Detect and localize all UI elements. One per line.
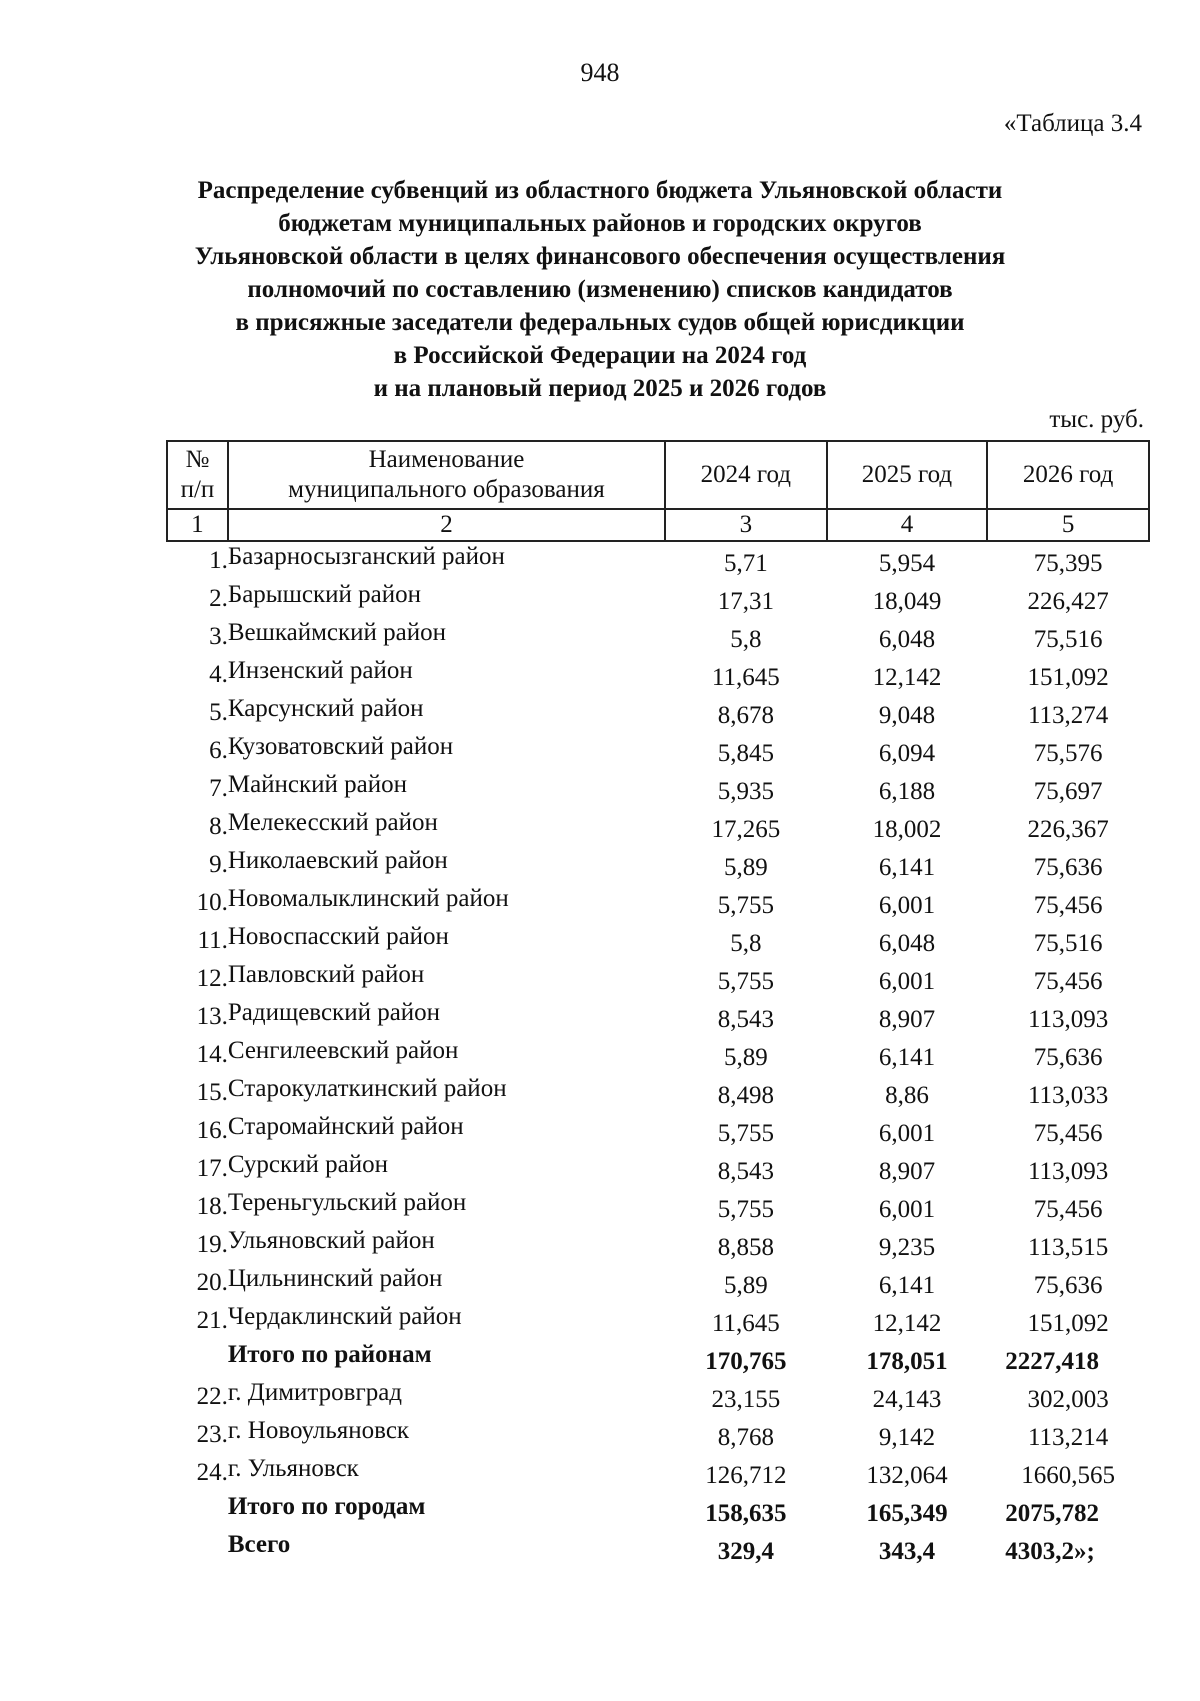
table-row — [167, 656, 1149, 694]
value-2024: 5,935 — [717, 778, 774, 805]
table-row — [167, 694, 1149, 732]
value-2024: 8,543 — [717, 1158, 774, 1185]
row-name: Новоспасский район — [227, 923, 449, 950]
value-2026: 2227,418 — [1005, 1348, 1099, 1375]
value-2025: 6,001 — [878, 1196, 936, 1223]
value-2024: 5,89 — [723, 1272, 768, 1299]
row-number: 18. — [196, 1193, 228, 1220]
row-name: г. Ульяновск — [227, 1455, 359, 1482]
row-name: г. Новоульяновск — [227, 1417, 410, 1444]
title-line: полномочий по составлению (изменению) списков кандидатов — [247, 276, 953, 303]
table-row — [167, 580, 1149, 618]
document-title — [0, 174, 1200, 405]
value-2024: 5,89 — [723, 1044, 768, 1071]
row-name: Мелекесский район — [227, 809, 438, 836]
row-name: г. Димитровград — [227, 1379, 403, 1406]
value-2024: 11,645 — [711, 1310, 780, 1337]
row-number: 12. — [196, 965, 228, 992]
row-name: Карсунский район — [227, 695, 424, 722]
row-number: 20. — [196, 1269, 228, 1296]
row-name: Старокулаткинский район — [227, 1075, 507, 1102]
header-name-line1: Наименование — [368, 446, 525, 473]
value-2026: 75,516 — [1033, 626, 1103, 653]
row-name: Старомайнский район — [227, 1113, 464, 1140]
value-2025: 5,954 — [878, 550, 936, 577]
row-number — [167, 1340, 228, 1378]
value-2024: 8,543 — [717, 1006, 774, 1033]
row-number: 21. — [196, 1307, 228, 1334]
value-2025: 8,86 — [885, 1082, 929, 1109]
value-2025: 6,141 — [878, 854, 936, 881]
row-name: Тереньгульский район — [227, 1189, 467, 1216]
row-number: 13. — [196, 1003, 228, 1030]
column-number: 5 — [987, 509, 1149, 541]
value-2026: 75,456 — [1033, 1120, 1103, 1147]
value-2026: 113,515 — [1027, 1234, 1109, 1261]
table-row — [167, 998, 1149, 1036]
table-row — [167, 846, 1149, 884]
row-name: Сурский район — [227, 1151, 388, 1178]
header-number — [167, 441, 228, 509]
row-name: Радищевский район — [227, 999, 441, 1026]
title-line: Ульяновской области в целях финансового обеспечения осуществления — [194, 243, 1006, 270]
value-2024: 5,755 — [717, 968, 774, 995]
value-2025: 132,064 — [866, 1462, 948, 1489]
row-number — [167, 1492, 228, 1530]
row-name: Майнский район — [227, 771, 408, 798]
value-2025: 6,141 — [878, 1044, 936, 1071]
value-2026: 226,427 — [1027, 588, 1109, 615]
row-name: Павловский район — [227, 961, 425, 988]
value-2025: 178,051 — [866, 1348, 948, 1375]
row-name: Цильнинский район — [227, 1265, 443, 1292]
table-row — [167, 960, 1149, 998]
row-number: 23. — [196, 1421, 228, 1448]
value-2025: 12,142 — [872, 664, 942, 691]
row-number — [167, 1530, 228, 1568]
column-number: 4 — [827, 509, 988, 541]
subvention-table — [166, 440, 1150, 1568]
value-2026: 75,636 — [1033, 1044, 1103, 1071]
value-2026: 75,697 — [1033, 778, 1103, 805]
row-name: Николаевский район — [227, 847, 448, 874]
value-2024: 17,31 — [717, 588, 774, 615]
value-2025: 343,4 — [878, 1538, 936, 1565]
row-number: 24. — [196, 1459, 228, 1486]
value-2025: 6,001 — [878, 968, 936, 995]
row-name: Всего — [227, 1531, 291, 1558]
value-2024: 329,4 — [717, 1538, 774, 1565]
row-number: 11. — [197, 927, 228, 954]
header-name-line2: муниципального образования — [288, 476, 605, 503]
header-2025: 2025 год — [827, 441, 988, 509]
value-2025: 8,907 — [878, 1158, 936, 1185]
row-number: 2. — [209, 585, 228, 612]
row-name: Вешкаймский район — [227, 619, 447, 646]
value-2025: 6,094 — [878, 740, 936, 767]
row-number: 6. — [209, 737, 228, 764]
value-2024: 5,71 — [723, 550, 768, 577]
row-number: 22. — [196, 1383, 228, 1410]
value-2026: 75,395 — [1033, 550, 1103, 577]
value-2024: 8,678 — [717, 702, 774, 729]
table-row — [167, 1036, 1149, 1074]
row-number: 19. — [196, 1231, 228, 1258]
row-name: Кузоватовский район — [227, 733, 454, 760]
value-2025: 9,048 — [878, 702, 936, 729]
value-2024: 170,765 — [705, 1348, 787, 1375]
value-2025: 12,142 — [872, 1310, 942, 1337]
value-2026: 75,456 — [1033, 1196, 1103, 1223]
value-2025: 8,907 — [878, 1006, 936, 1033]
table-row — [167, 884, 1149, 922]
table-row — [167, 1188, 1149, 1226]
value-2025: 6,188 — [878, 778, 936, 805]
value-2026: 113,214 — [1027, 1424, 1109, 1451]
table-row — [167, 1074, 1149, 1112]
value-2024: 5,755 — [717, 892, 774, 919]
value-2025: 9,235 — [878, 1234, 936, 1261]
value-2025: 6,001 — [878, 1120, 936, 1147]
value-2025: 6,048 — [878, 930, 936, 957]
table-row — [167, 1378, 1149, 1416]
value-2026: 226,367 — [1027, 816, 1109, 843]
title-line: и на плановый период 2025 и 2026 годов — [373, 375, 827, 402]
value-2026: 75,576 — [1033, 740, 1103, 767]
table-row — [167, 732, 1149, 770]
header-number-line2: п/п — [180, 476, 215, 503]
column-number: 1 — [167, 509, 228, 541]
value-2024: 23,155 — [711, 1386, 781, 1413]
row-number: 3. — [209, 623, 228, 650]
row-name: Новомалыклинский район — [227, 885, 509, 912]
value-2024: 158,635 — [705, 1500, 787, 1527]
table-row — [167, 922, 1149, 960]
row-number: 9. — [209, 851, 228, 878]
value-2026: 75,456 — [1033, 892, 1103, 919]
table-row — [167, 1302, 1149, 1340]
value-2026: 302,003 — [1027, 1386, 1109, 1413]
row-number: 14. — [196, 1041, 228, 1068]
row-number: 5. — [209, 699, 228, 726]
header-2024: 2024 год — [665, 441, 827, 509]
title-line: в Российской Федерации на 2024 год — [393, 342, 807, 369]
value-2024: 8,858 — [717, 1234, 774, 1261]
row-number: 17. — [196, 1155, 228, 1182]
title-line: бюджетам муниципальных районов и городских округов — [278, 210, 922, 237]
title-line: в присяжные заседатели федеральных судов общей юрисдикции — [235, 309, 965, 336]
row-name: Итого по городам — [227, 1493, 426, 1520]
header-number-line1: № — [185, 446, 210, 473]
total-row — [167, 1340, 1149, 1378]
value-2025: 18,049 — [872, 588, 942, 615]
value-2026: 113,093 — [1027, 1006, 1109, 1033]
value-2024: 5,755 — [717, 1196, 774, 1223]
value-2024: 5,8 — [730, 626, 762, 653]
value-2026: 113,093 — [1027, 1158, 1109, 1185]
row-number: 15. — [196, 1079, 228, 1106]
value-2025: 6,001 — [878, 892, 936, 919]
value-2026: 75,516 — [1033, 930, 1103, 957]
row-number: 7. — [209, 775, 228, 802]
table-row — [167, 1112, 1149, 1150]
row-number: 10. — [196, 889, 228, 916]
table-row — [167, 1150, 1149, 1188]
value-2024: 11,645 — [711, 664, 780, 691]
value-2025: 165,349 — [866, 1500, 948, 1527]
value-2024: 8,768 — [717, 1424, 774, 1451]
table-row — [167, 1226, 1149, 1264]
row-number: 1. — [209, 547, 228, 574]
table-row — [167, 1264, 1149, 1302]
value-2025: 9,142 — [878, 1424, 936, 1451]
value-2026: 151,092 — [1027, 664, 1109, 691]
row-name: Базарносызганский район — [227, 543, 505, 570]
value-2024: 8,498 — [717, 1082, 774, 1109]
value-2025: 6,048 — [878, 626, 936, 653]
value-2026: 113,274 — [1027, 702, 1109, 729]
value-2024: 5,8 — [730, 930, 762, 957]
column-number: 2 — [228, 509, 665, 541]
value-2025: 18,002 — [872, 816, 942, 843]
units-label: тыс. руб. — [1049, 406, 1144, 433]
row-name: Барышский район — [227, 581, 421, 608]
value-2026: 75,636 — [1033, 854, 1103, 881]
row-name: Итого по районам — [227, 1341, 432, 1368]
table-row — [167, 808, 1149, 846]
value-2024: 5,89 — [723, 854, 768, 881]
page-number: 948 — [580, 58, 620, 87]
title-line: Распределение субвенций из областного бюджета Ульяновской области — [197, 177, 1003, 204]
column-number: 3 — [665, 509, 827, 541]
row-name: Ульяновский район — [227, 1227, 435, 1254]
value-2026: 1660,565 — [1021, 1462, 1115, 1489]
header-2026: 2026 год — [987, 441, 1149, 509]
value-2026: 75,456 — [1033, 968, 1103, 995]
value-2025: 6,141 — [878, 1272, 936, 1299]
table-body — [167, 541, 1149, 1568]
row-number: 16. — [196, 1117, 228, 1144]
header-name — [228, 441, 665, 509]
table-caption: «Таблица 3.4 — [1003, 110, 1142, 137]
value-2024: 17,265 — [711, 816, 781, 843]
table-row — [167, 541, 1149, 580]
row-name: Сенгилеевский район — [227, 1037, 459, 1064]
row-number: 4. — [209, 661, 228, 688]
table-row — [167, 618, 1149, 656]
row-name: Инзенский район — [227, 657, 413, 684]
value-2025: 24,143 — [872, 1386, 942, 1413]
value-2024: 126,712 — [705, 1462, 787, 1489]
value-2026: 113,033 — [1027, 1082, 1109, 1109]
value-2024: 5,755 — [717, 1120, 774, 1147]
row-name: Чердаклинский район — [227, 1303, 462, 1330]
value-2026: 151,092 — [1027, 1310, 1109, 1337]
value-2026: 4303,2»; — [1005, 1538, 1095, 1565]
table-row — [167, 1416, 1149, 1454]
value-2026: 75,636 — [1033, 1272, 1103, 1299]
total-row — [167, 1530, 1149, 1568]
table-row — [167, 1454, 1149, 1492]
table-row — [167, 770, 1149, 808]
value-2024: 5,845 — [717, 740, 774, 767]
row-number: 8. — [209, 813, 228, 840]
header-row — [167, 441, 1149, 509]
value-2026: 2075,782 — [1005, 1500, 1099, 1527]
total-row — [167, 1492, 1149, 1530]
